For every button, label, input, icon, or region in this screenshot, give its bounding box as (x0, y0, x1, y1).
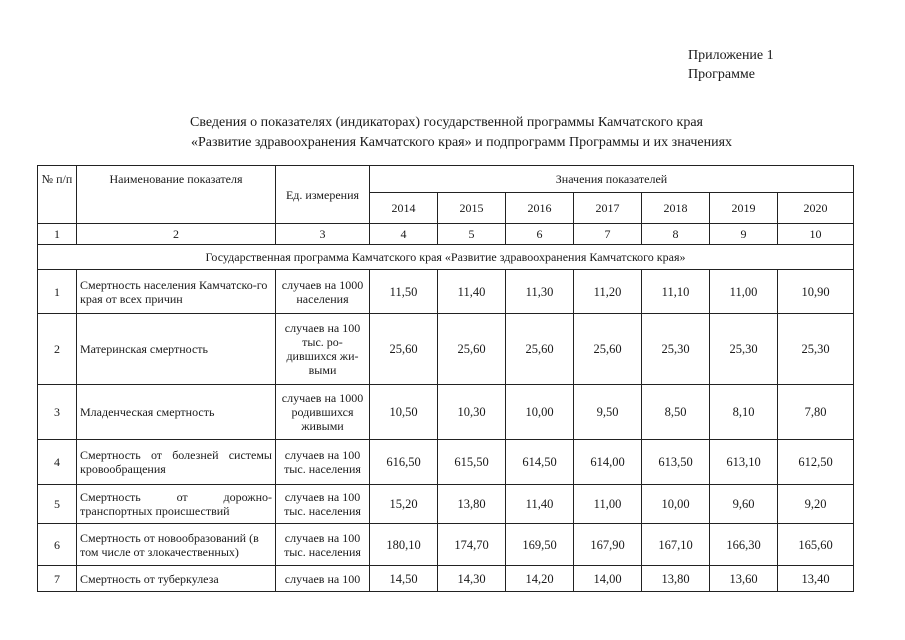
row-value: 174,70 (438, 524, 506, 566)
row-value: 13,80 (642, 566, 710, 592)
row-value: 167,90 (574, 524, 642, 566)
row-value: 10,50 (370, 385, 438, 440)
row-value: 13,80 (438, 485, 506, 524)
row-value: 613,10 (710, 440, 778, 485)
table-row (38, 270, 854, 314)
row-value: 14,00 (574, 566, 642, 592)
row-unit: случаев на 1000 населения (276, 270, 370, 314)
row-value: 25,30 (778, 314, 854, 385)
row-value: 11,20 (574, 270, 642, 314)
indicators-table (37, 165, 854, 592)
row-value: 10,90 (778, 270, 854, 314)
row-value: 13,40 (778, 566, 854, 592)
column-number: 7 (574, 224, 642, 245)
column-number: 6 (506, 224, 574, 245)
header-year: 2019 (710, 193, 778, 224)
row-value: 165,60 (778, 524, 854, 566)
appendix-line-2: Программе (688, 67, 755, 82)
header-name: Наименование показателя (77, 166, 276, 224)
row-value: 616,50 (370, 440, 438, 485)
document-title (0, 113, 905, 153)
row-value: 25,60 (506, 314, 574, 385)
row-value: 7,80 (778, 385, 854, 440)
column-number: 2 (77, 224, 276, 245)
header-values-group: Значения показателей (370, 166, 854, 193)
row-value: 166,30 (710, 524, 778, 566)
table-row (38, 566, 854, 592)
row-value: 167,10 (642, 524, 710, 566)
row-value: 614,00 (574, 440, 642, 485)
row-num: 7 (38, 566, 77, 592)
row-value: 612,50 (778, 440, 854, 485)
row-name: Смертность от болезней системы кровообращения (77, 440, 276, 485)
row-num: 2 (38, 314, 77, 385)
header-year: 2020 (778, 193, 854, 224)
header-year: 2017 (574, 193, 642, 224)
row-num: 6 (38, 524, 77, 566)
row-value: 25,60 (370, 314, 438, 385)
title-line-2: «Развитие здравоохранения Камчатского края» и подпрограмм Программы и их значениях (190, 135, 733, 150)
column-number: 8 (642, 224, 710, 245)
row-value: 613,50 (642, 440, 710, 485)
row-value: 615,50 (438, 440, 506, 485)
row-value: 169,50 (506, 524, 574, 566)
row-value: 11,50 (370, 270, 438, 314)
appendix-line-1: Приложение 1 (688, 48, 774, 63)
header-year: 2016 (506, 193, 574, 224)
row-unit: случаев на 100 тыс. населения (276, 524, 370, 566)
row-value: 10,00 (642, 485, 710, 524)
row-value: 11,00 (710, 270, 778, 314)
table-row (38, 385, 854, 440)
row-name: Смертность от дорожно-транспортных происшествий (77, 485, 276, 524)
row-value: 11,40 (438, 270, 506, 314)
row-value: 11,00 (574, 485, 642, 524)
row-name: Младенческая смертность (77, 385, 276, 440)
title-line-1: Сведения о показателях (индикаторах) государственной программы Камчатского края (189, 115, 704, 130)
row-value: 25,60 (574, 314, 642, 385)
row-value: 9,50 (574, 385, 642, 440)
row-value: 10,00 (506, 385, 574, 440)
column-number: 4 (370, 224, 438, 245)
row-value: 614,50 (506, 440, 574, 485)
header-unit: Ед. измерения (276, 166, 370, 224)
row-value: 11,10 (642, 270, 710, 314)
row-value: 13,60 (710, 566, 778, 592)
table-row (38, 314, 854, 385)
row-unit: случаев на 100 (276, 566, 370, 592)
row-value: 10,30 (438, 385, 506, 440)
column-number: 9 (710, 224, 778, 245)
row-name: Смертность от туберкулеза (77, 566, 276, 592)
row-value: 180,10 (370, 524, 438, 566)
section-title: Государственная программа Камчатского края «Развитие здравоохранения Камчатского края» (38, 245, 854, 270)
row-value: 14,50 (370, 566, 438, 592)
row-num: 3 (38, 385, 77, 440)
row-value: 8,50 (642, 385, 710, 440)
column-number: 3 (276, 224, 370, 245)
row-num: 5 (38, 485, 77, 524)
table-row (38, 485, 854, 524)
table-row (38, 524, 854, 566)
row-value: 14,30 (438, 566, 506, 592)
row-num: 4 (38, 440, 77, 485)
row-unit: случаев на 100 тыс. населения (276, 440, 370, 485)
column-number: 10 (778, 224, 854, 245)
row-value: 9,60 (710, 485, 778, 524)
row-value: 14,20 (506, 566, 574, 592)
column-number: 1 (38, 224, 77, 245)
row-value: 9,20 (778, 485, 854, 524)
row-value: 15,20 (370, 485, 438, 524)
row-unit: случаев на 100 тыс. ро-дившихся жи-выми (276, 314, 370, 385)
row-value: 11,30 (506, 270, 574, 314)
row-unit: случаев на 100 тыс. населения (276, 485, 370, 524)
row-value: 25,30 (710, 314, 778, 385)
row-unit: случаев на 1000 родившихся живыми (276, 385, 370, 440)
row-value: 25,30 (642, 314, 710, 385)
header-num: № п/п (38, 166, 77, 224)
row-value: 25,60 (438, 314, 506, 385)
row-name: Смертность населения Камчатско-го края от всех причин (77, 270, 276, 314)
row-name: Материнская смертность (77, 314, 276, 385)
column-number: 5 (438, 224, 506, 245)
header-year: 2015 (438, 193, 506, 224)
header-year: 2018 (642, 193, 710, 224)
appendix-note (688, 46, 774, 84)
table-row (38, 440, 854, 485)
header-year: 2014 (370, 193, 438, 224)
row-name: Смертность от новообразований (в том числе от злокачественных) (77, 524, 276, 566)
row-num: 1 (38, 270, 77, 314)
row-value: 11,40 (506, 485, 574, 524)
row-value: 8,10 (710, 385, 778, 440)
